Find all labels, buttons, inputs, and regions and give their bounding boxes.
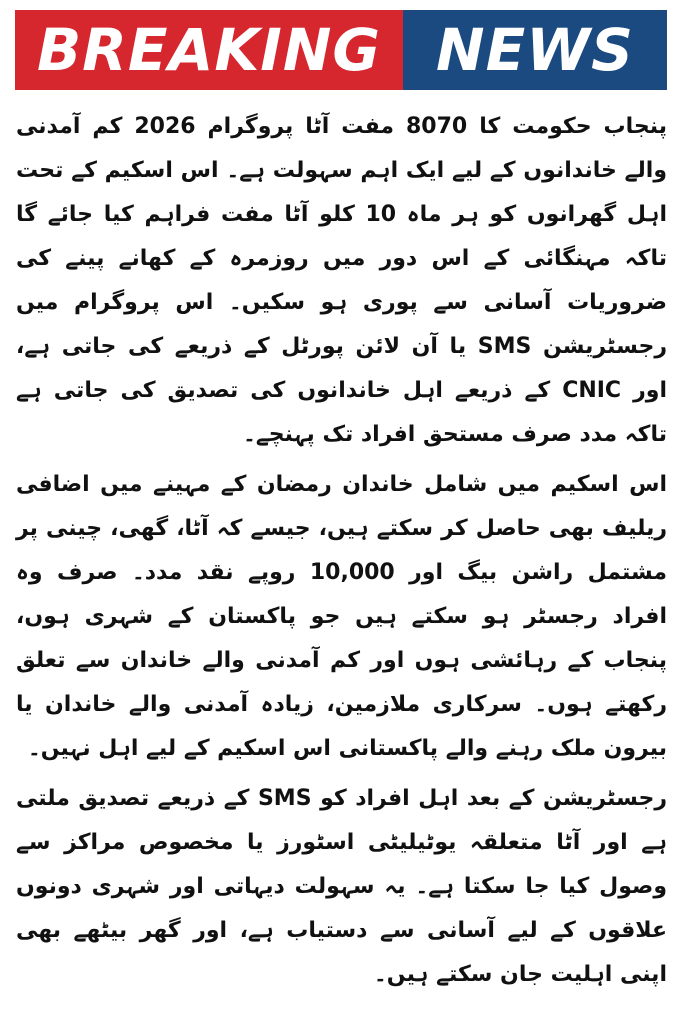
- article-paragraph-1: پنجاب حکومت کا 8070 مفت آٹا پروگرام 2026 کم آمدنی والے خاندانوں کے لیے ایک اہم سہولت ہے۔ اس اسکیم کے تحت اہل گھرانوں کو ہر ماہ 10 کلو آٹا مفت فراہم کیا جائے گا تاکہ مہنگائی کے اس دور میں روزمرہ کے کھانے پینے کی ضروریات آسانی سے پوری ہو سکیں۔ اس پروگرام میں رجسٹریشن SMS یا آن لائن پورٹل کے ذریعے کی جاتی ہے، اور CNIC کے ذریعے اہل خاندانوں کی تصدیق کی جاتی ہے تاکہ مدد صرف مستحق افراد تک پہنچے۔: [16, 114, 667, 447]
- article-paragraph-2: اس اسکیم میں شامل خاندان رمضان کے مہینے میں اضافی ریلیف بھی حاصل کر سکتے ہیں، جیسے کہ آٹا، گھی، چینی پر مشتمل راشن بیگ اور 10,000 روپے نقد مدد۔ صرف وہ افراد رجسٹر ہو سکتے ہیں جو پاکستان کے شہری ہوں، پنجاب کے رہائشی ہوں اور کم آمدنی والے خاندان سے تعلق رکھتے ہوں۔ سرکاری ملازمین، زیادہ آمدنی والے خاندان یا بیرون ملک رہنے والے پاکستانی اس اسکیم کے لیے اہل نہیں۔: [16, 472, 667, 761]
- article-paragraph-3: رجسٹریشن کے بعد اہل افراد کو SMS کے ذریعے تصدیق ملتی ہے اور آٹا متعلقہ یوٹیلیٹی اسٹورز یا مخصوص مراکز سے وصول کیا جا سکتا ہے۔ یہ سہولت دیہاتی اور شہری دونوں علاقوں کے لیے آسانی سے دستیاب ہے، اور گھر بیٹھے بھی اپنی اہلیت جان سکتے ہیں۔: [16, 786, 667, 987]
- article-body: [16, 105, 667, 1003]
- breaking-news-banner: [15, 10, 667, 90]
- banner-news-label: NEWS: [403, 10, 667, 90]
- banner-breaking-label: BREAKING: [15, 10, 403, 90]
